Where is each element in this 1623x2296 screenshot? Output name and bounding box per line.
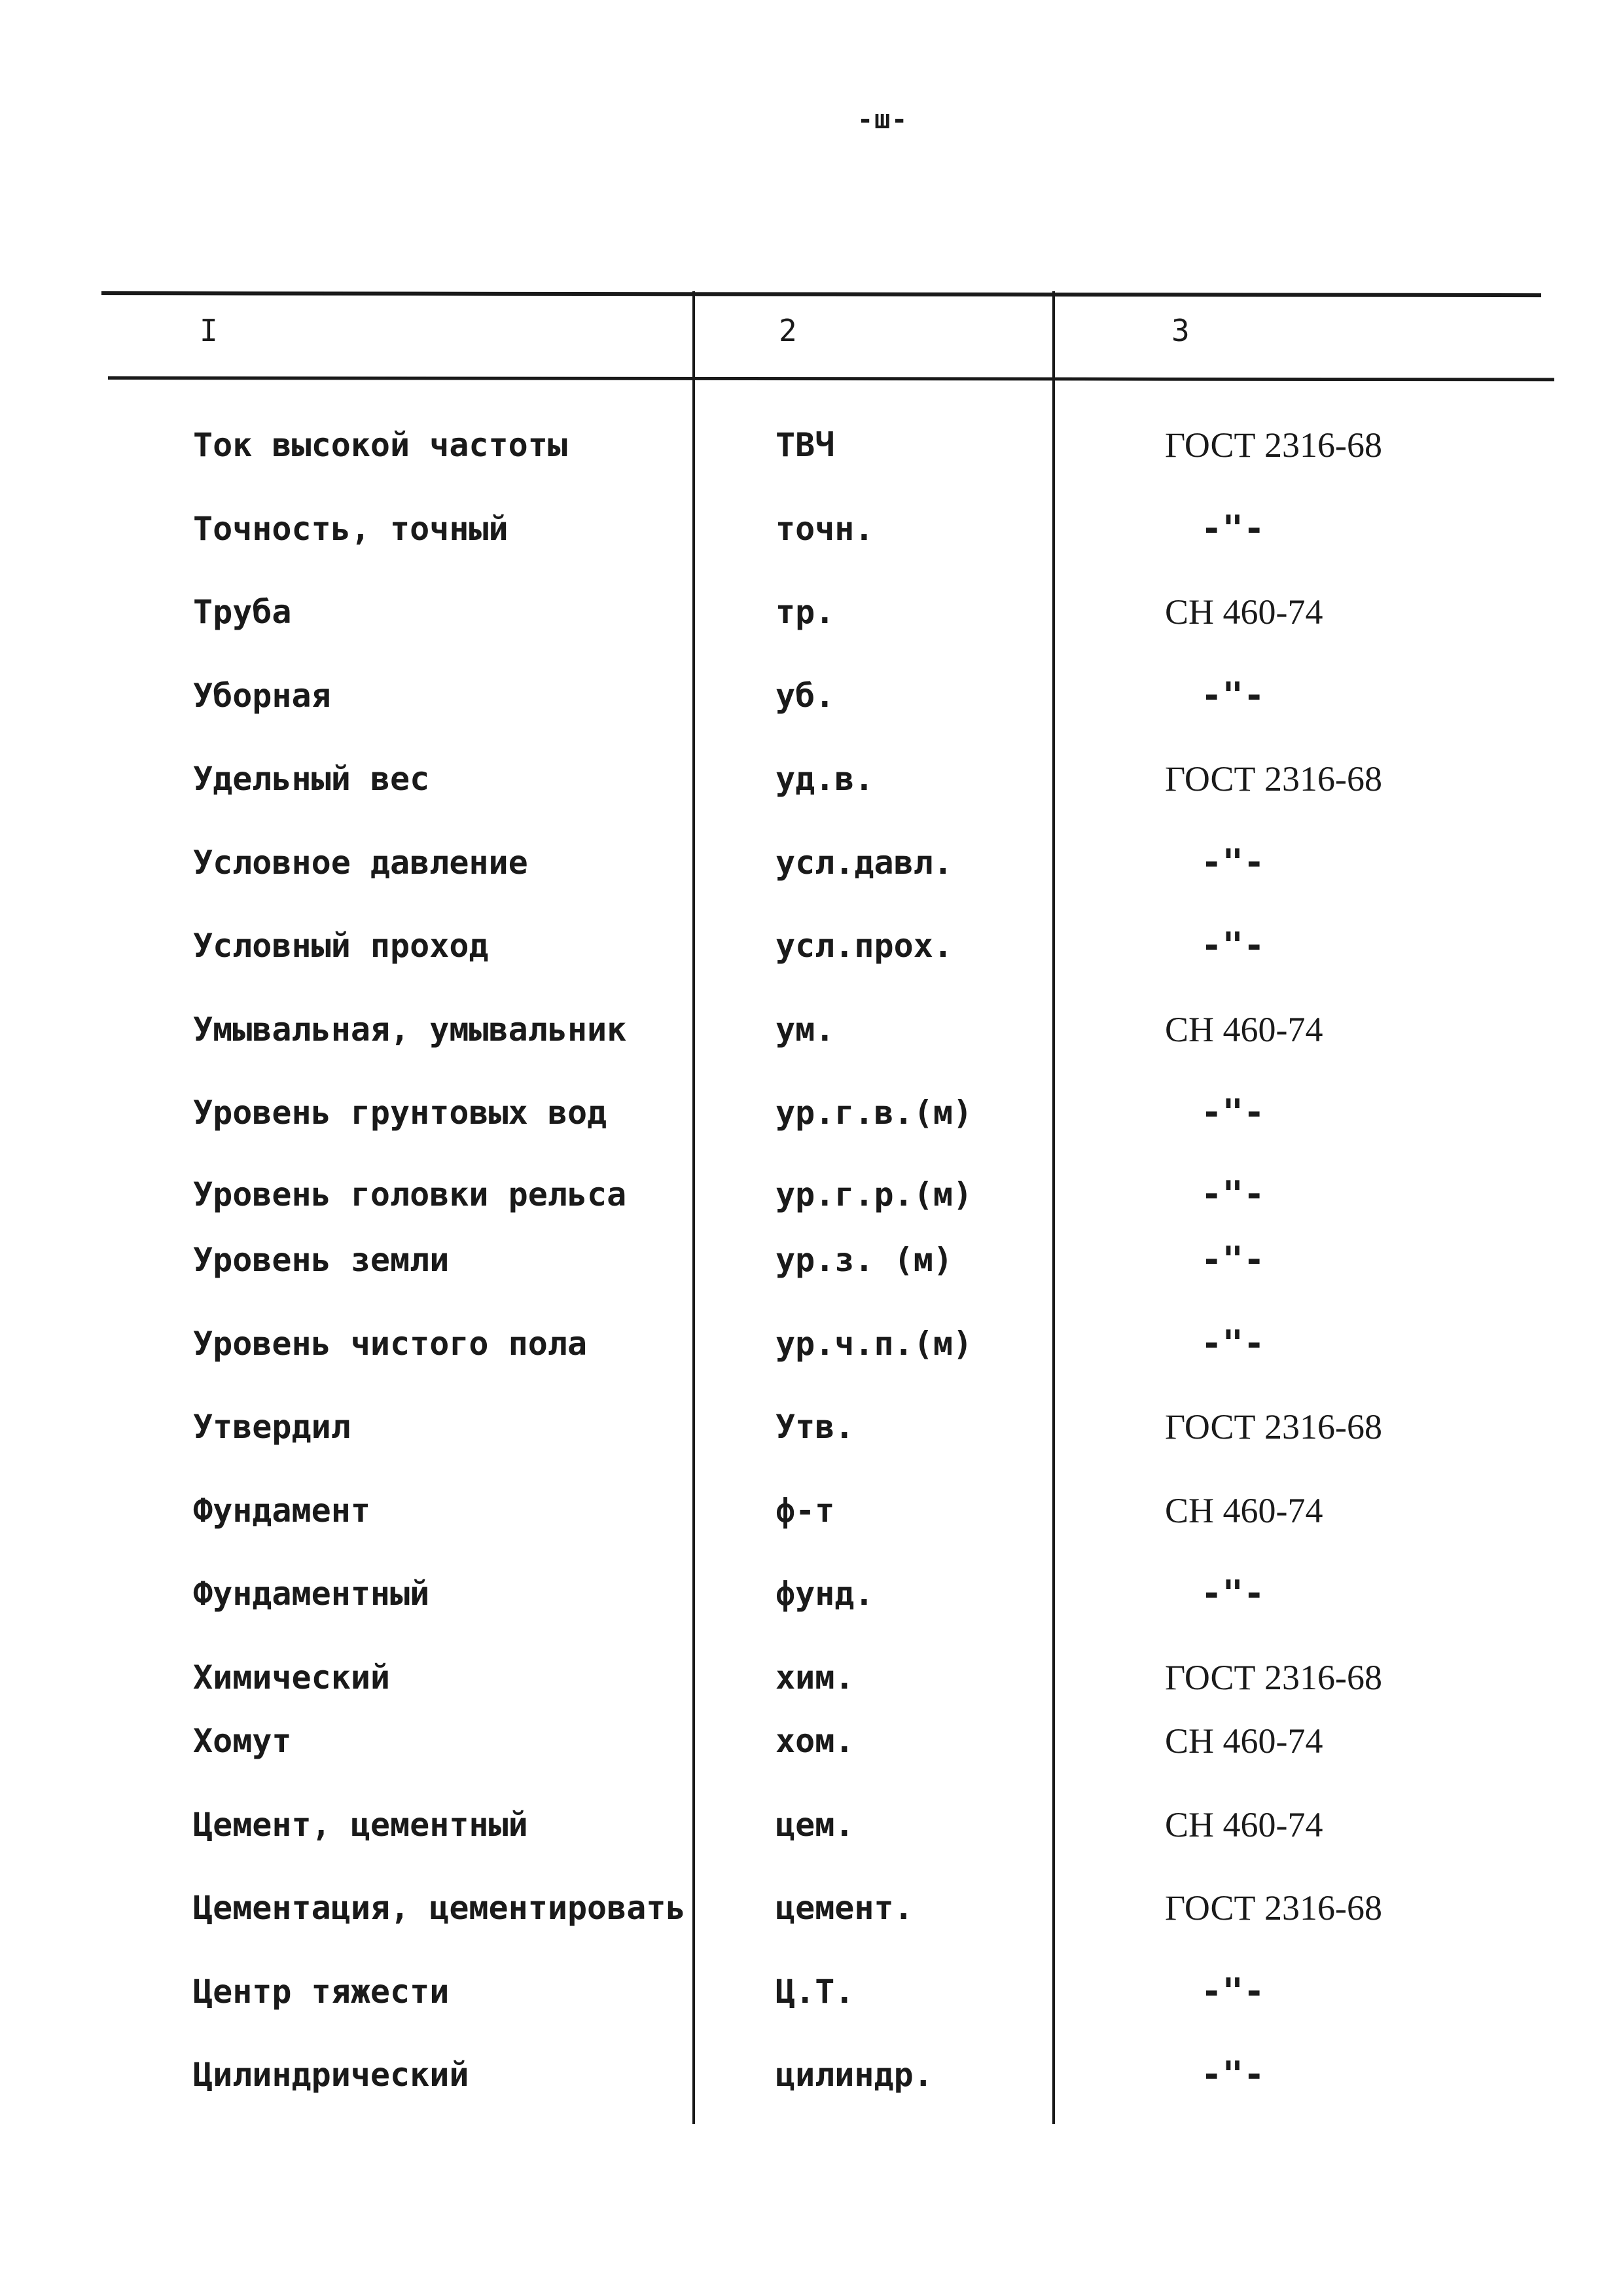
term-cell: Цилиндрический	[193, 2056, 469, 2094]
abbreviation-cell: ур.г.в.(м)	[776, 1094, 973, 1132]
abbreviation-cell: тр.	[776, 593, 835, 631]
source-cell: -"-	[1201, 1971, 1265, 2012]
abbreviation-cell: Ц.Т.	[776, 1973, 855, 2011]
term-cell: Условный проход	[193, 927, 489, 965]
abbreviation-cell: цемент.	[776, 1889, 914, 1927]
abbreviation-cell: ур.г.р.(м)	[776, 1175, 973, 1213]
table-row	[0, 1882, 1623, 1934]
source-cell: ГОСТ 2316-68	[1165, 425, 1383, 465]
term-cell: Фундаментный	[193, 1575, 430, 1613]
table-row	[0, 586, 1623, 638]
source-cell: -"-	[1201, 1174, 1265, 1215]
table-row	[0, 1715, 1623, 1767]
source-cell: СН 460-74	[1165, 1010, 1323, 1049]
abbreviation-cell: уб.	[776, 677, 835, 715]
table-row	[0, 1484, 1623, 1537]
table-row	[0, 753, 1623, 805]
abbreviation-cell: усл.давл.	[776, 844, 953, 882]
table-row	[0, 1234, 1623, 1286]
page-number: -ш-	[857, 105, 909, 135]
term-cell: Хомут	[193, 1722, 292, 1760]
abbreviation-cell: усл.прох.	[776, 927, 953, 965]
table-row	[0, 1799, 1623, 1851]
abbreviation-cell: ум.	[776, 1011, 835, 1049]
source-cell: -"-	[1201, 1239, 1265, 1280]
abbreviation-cell: цем.	[776, 1806, 855, 1844]
column-header-1: I	[200, 313, 218, 348]
table-row	[0, 1086, 1623, 1139]
table-row	[0, 1318, 1623, 1370]
table-header-rule	[108, 376, 1554, 381]
abbreviation-cell: уд.в.	[776, 760, 874, 798]
table-row	[0, 419, 1623, 471]
term-cell: Химический	[193, 1659, 391, 1696]
term-cell: Труба	[193, 593, 292, 631]
abbreviation-cell: цилиндр.	[776, 2056, 933, 2094]
abbreviation-cell: хом.	[776, 1722, 855, 1760]
source-cell: ГОСТ 2316-68	[1165, 1407, 1383, 1446]
source-cell: -"-	[1201, 508, 1265, 549]
term-cell: Утвердил	[193, 1408, 351, 1446]
term-cell: Ток высокой частоты	[193, 426, 567, 464]
abbreviation-cell: ур.ч.п.(м)	[776, 1325, 973, 1363]
term-cell: Умывальная, умывальник	[193, 1011, 627, 1049]
source-cell: -"-	[1201, 675, 1265, 716]
term-cell: Фундамент	[193, 1492, 370, 1530]
term-cell: Условное давление	[193, 844, 528, 882]
abbreviation-cell: ТВЧ	[776, 426, 835, 464]
table-row	[0, 1651, 1623, 1704]
term-cell: Уровень головки рельса	[193, 1175, 627, 1213]
term-cell: Центр тяжести	[193, 1973, 450, 2011]
term-cell: Удельный вес	[193, 760, 430, 798]
term-cell: Уборная	[193, 677, 331, 715]
table-row	[0, 2049, 1623, 2101]
table-row	[0, 503, 1623, 555]
source-cell: -"-	[1201, 1573, 1265, 1614]
abbreviation-cell: точн.	[776, 510, 874, 548]
table-top-rule	[101, 291, 1541, 297]
table-row	[0, 1003, 1623, 1056]
term-cell: Уровень чистого пола	[193, 1325, 588, 1363]
column-header-3: 3	[1171, 313, 1190, 348]
source-cell: СН 460-74	[1165, 1805, 1323, 1844]
source-cell: СН 460-74	[1165, 1721, 1323, 1761]
source-cell: ГОСТ 2316-68	[1165, 759, 1383, 798]
term-cell: Цемент, цементный	[193, 1806, 528, 1844]
term-cell: Цементация, цементировать	[193, 1889, 686, 1927]
abbreviation-cell: ур.з. (м)	[776, 1241, 953, 1279]
table-row	[0, 1168, 1623, 1221]
source-cell: ГОСТ 2316-68	[1165, 1658, 1383, 1697]
term-cell: Уровень грунтовых вод	[193, 1094, 607, 1132]
table-row	[0, 836, 1623, 889]
table-row	[0, 1568, 1623, 1620]
abbreviation-cell: Утв.	[776, 1408, 855, 1446]
abbreviation-cell: ф-т	[776, 1492, 835, 1530]
abbreviation-cell: хим.	[776, 1659, 855, 1696]
table-row	[0, 920, 1623, 972]
abbreviation-cell: фунд.	[776, 1575, 874, 1613]
term-cell: Точность, точный	[193, 510, 508, 548]
source-cell: СН 460-74	[1165, 1491, 1323, 1530]
term-cell: Уровень земли	[193, 1241, 450, 1279]
source-cell: СН 460-74	[1165, 592, 1323, 632]
table-row	[0, 670, 1623, 722]
source-cell: -"-	[1201, 1092, 1265, 1133]
source-cell: -"-	[1201, 1323, 1265, 1364]
source-cell: -"-	[1201, 2054, 1265, 2095]
source-cell: -"-	[1201, 842, 1265, 883]
table-row	[0, 1401, 1623, 1453]
source-cell: ГОСТ 2316-68	[1165, 1888, 1383, 1928]
source-cell: -"-	[1201, 925, 1265, 966]
column-header-2: 2	[779, 313, 797, 348]
table-row	[0, 1965, 1623, 2018]
